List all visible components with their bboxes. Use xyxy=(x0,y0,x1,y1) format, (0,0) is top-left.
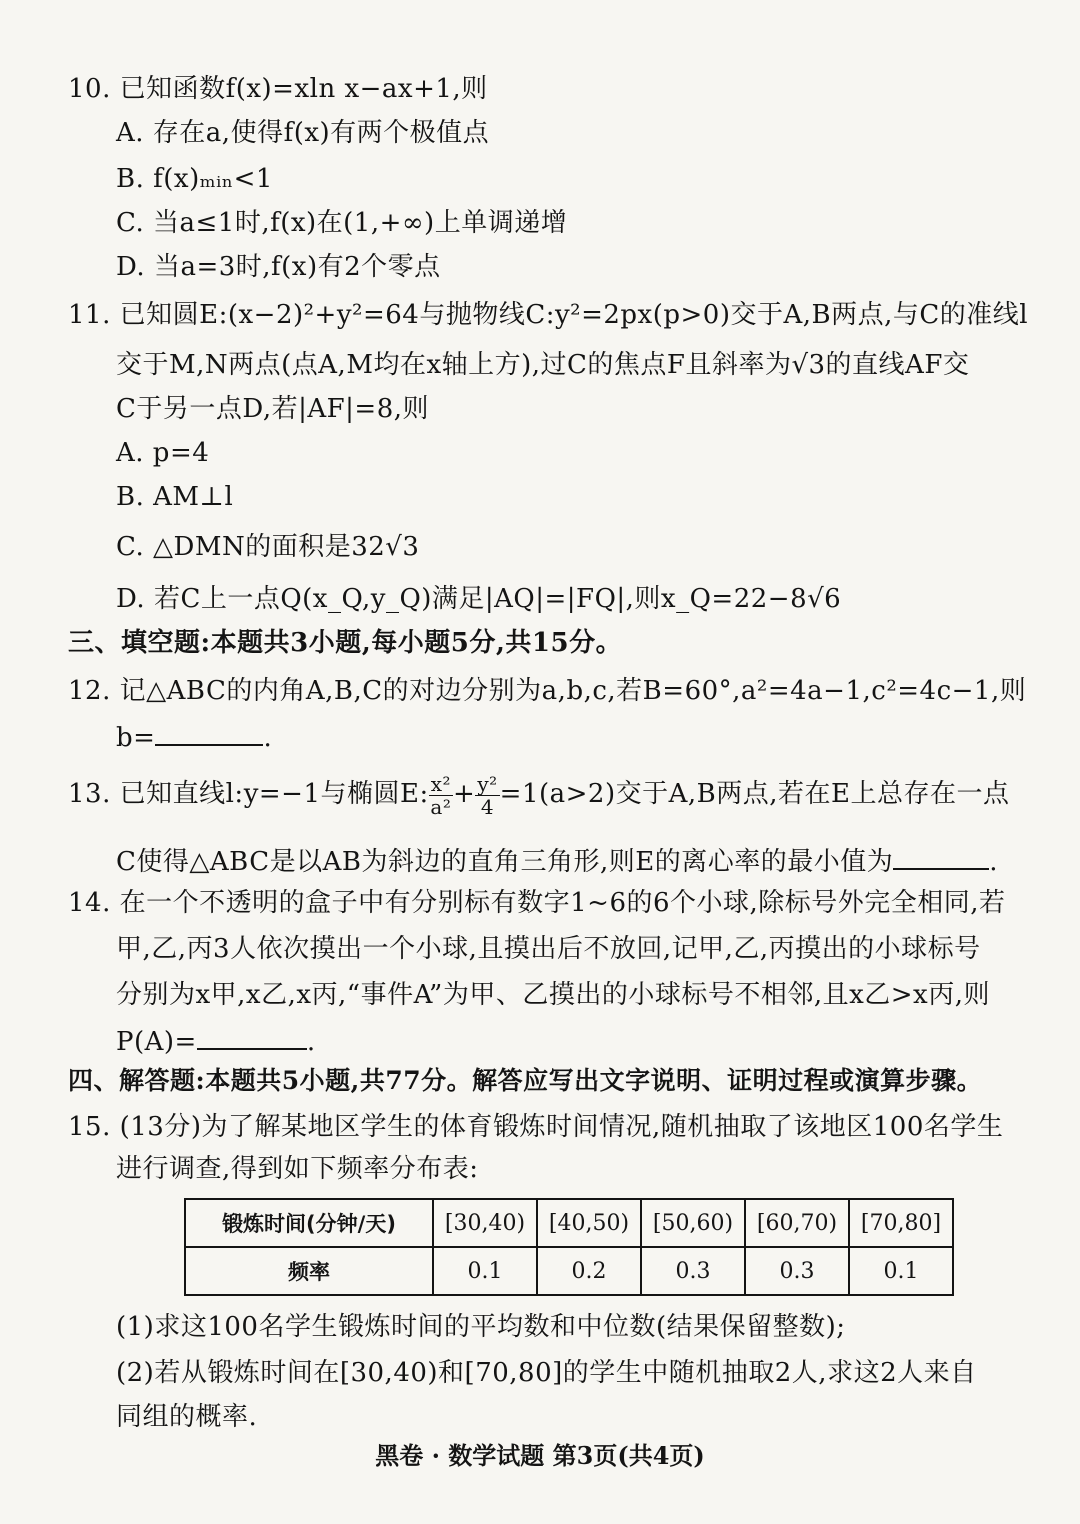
q13-line1 xyxy=(68,766,1010,822)
table-row xyxy=(185,1199,953,1247)
q11-option-a: A. p=4 xyxy=(116,438,210,468)
q13-line2: C使得△ABC是以AB为斜边的直角三角形,则E的离心率的最小值为 . xyxy=(116,842,998,879)
q11-option-b: B. AM⊥l xyxy=(116,482,234,512)
q13-post: =1(a>2)交于A,B两点,若在E上总存在一点 xyxy=(499,779,1010,809)
q15-part2-line1: (2)若从锻炼时间在[30,40)和[70,80]的学生中随机抽取2人,求这2人来自 xyxy=(116,1358,977,1388)
q13-frac1-num: x² xyxy=(430,771,452,796)
q15-part2-line2: 同组的概率. xyxy=(116,1402,258,1432)
q11-line1: 11. 已知圆E:(x−2)²+y²=64与抛物线C:y²=2px(p>0)交于A,B两点,与C的准线l xyxy=(68,300,1029,330)
frequency-table xyxy=(184,1198,954,1296)
q12-line2: b= . xyxy=(116,718,272,755)
page-footer: 黑卷 · 数学试题 第3页(共4页) xyxy=(375,1441,705,1470)
q15-line2: 进行调查,得到如下频率分布表: xyxy=(116,1154,479,1184)
q14-line4: P(A)= . xyxy=(116,1022,316,1059)
q13-frac2-den: 4 xyxy=(480,794,495,819)
q11-option-d: D. 若C上一点Q(x_Q,y_Q)满足|AQ|=|FQ|,则x_Q=22−8√6 xyxy=(116,584,842,614)
q13-line2-text: C使得△ABC是以AB为斜边的直角三角形,则E的离心率的最小值为 xyxy=(116,847,894,877)
q13-pre: 13. 已知直线l:y=−1与椭圆E: xyxy=(68,779,429,809)
table-cell-interval: [60,70) xyxy=(745,1199,849,1247)
q10-option-c: C. 当a≤1时,f(x)在(1,+∞)上单调递增 xyxy=(116,208,568,238)
table-cell-interval: [40,50) xyxy=(537,1199,641,1247)
q10-option-a: A. 存在a,使得f(x)有两个极值点 xyxy=(116,118,490,148)
q10-option-d: D. 当a=3时,f(x)有2个零点 xyxy=(116,252,441,282)
q14-answer-label: P(A)= xyxy=(116,1027,197,1057)
q14-line3: 分别为x甲,x乙,x丙,“事件A”为甲、乙摸出的小球标号不相邻,且x乙>x丙,则 xyxy=(116,980,990,1010)
q13-frac1-den: a² xyxy=(430,794,452,819)
q14-line2: 甲,乙,丙3人依次摸出一个小球,且摸出后不放回,记甲,乙,丙摸出的小球标号 xyxy=(116,934,981,964)
q11-option-c: C. △DMN的面积是32√3 xyxy=(116,532,420,562)
section-4-heading: 四、解答题:本题共5小题,共77分。解答应写出文字说明、证明过程或演算步骤。 xyxy=(68,1066,983,1095)
q13-answer-blank xyxy=(893,842,989,870)
table-cell-interval: [50,60) xyxy=(641,1199,745,1247)
table-row-header-time: 锻炼时间(分钟/天) xyxy=(185,1199,433,1247)
q11-line3: C于另一点D,若|AF|=8,则 xyxy=(116,394,430,424)
q12-answer-blank xyxy=(155,718,263,746)
q13-fraction-x xyxy=(429,773,453,818)
table-cell-frequency: 0.1 xyxy=(849,1247,953,1295)
table-cell-frequency: 0.2 xyxy=(537,1247,641,1295)
table-row-header-frequency: 频率 xyxy=(185,1247,433,1295)
table-cell-interval: [30,40) xyxy=(433,1199,537,1247)
q15-part1: (1)求这100名学生锻炼时间的平均数和中位数(结果保留整数); xyxy=(116,1312,846,1342)
q10-option-b: B. f(x)ₘᵢₙ<1 xyxy=(116,164,273,194)
table-cell-frequency: 0.3 xyxy=(745,1247,849,1295)
q14-line1: 14. 在一个不透明的盒子中有分别标有数字1~6的6个小球,除标号外完全相同,若 xyxy=(68,888,1006,918)
q12-line1: 12. 记△ABC的内角A,B,C的对边分别为a,b,c,若B=60°,a²=4a−1,c²=4c−1,则 xyxy=(68,676,1027,706)
q11-line2: 交于M,N两点(点A,M均在x轴上方),过C的焦点F且斜率为√3的直线AF交 xyxy=(116,350,970,380)
section-3-heading: 三、填空题:本题共3小题,每小题5分,共15分。 xyxy=(68,628,623,658)
table-cell-interval: [70,80] xyxy=(849,1199,953,1247)
table-cell-frequency: 0.1 xyxy=(433,1247,537,1295)
table-cell-frequency: 0.3 xyxy=(641,1247,745,1295)
table-row xyxy=(185,1247,953,1295)
q14-answer-blank xyxy=(197,1022,307,1050)
q13-fraction-y xyxy=(475,773,499,818)
q13-plus: + xyxy=(453,779,476,809)
q13-frac2-num: y² xyxy=(477,771,498,796)
q12-answer-label: b= xyxy=(116,723,156,753)
q15-line1: 15. (13分)为了解某地区学生的体育锻炼时间情况,随机抽取了该地区100名学生 xyxy=(68,1112,1004,1142)
q10-stem: 10. 已知函数f(x)=xln x−ax+1,则 xyxy=(68,74,488,104)
